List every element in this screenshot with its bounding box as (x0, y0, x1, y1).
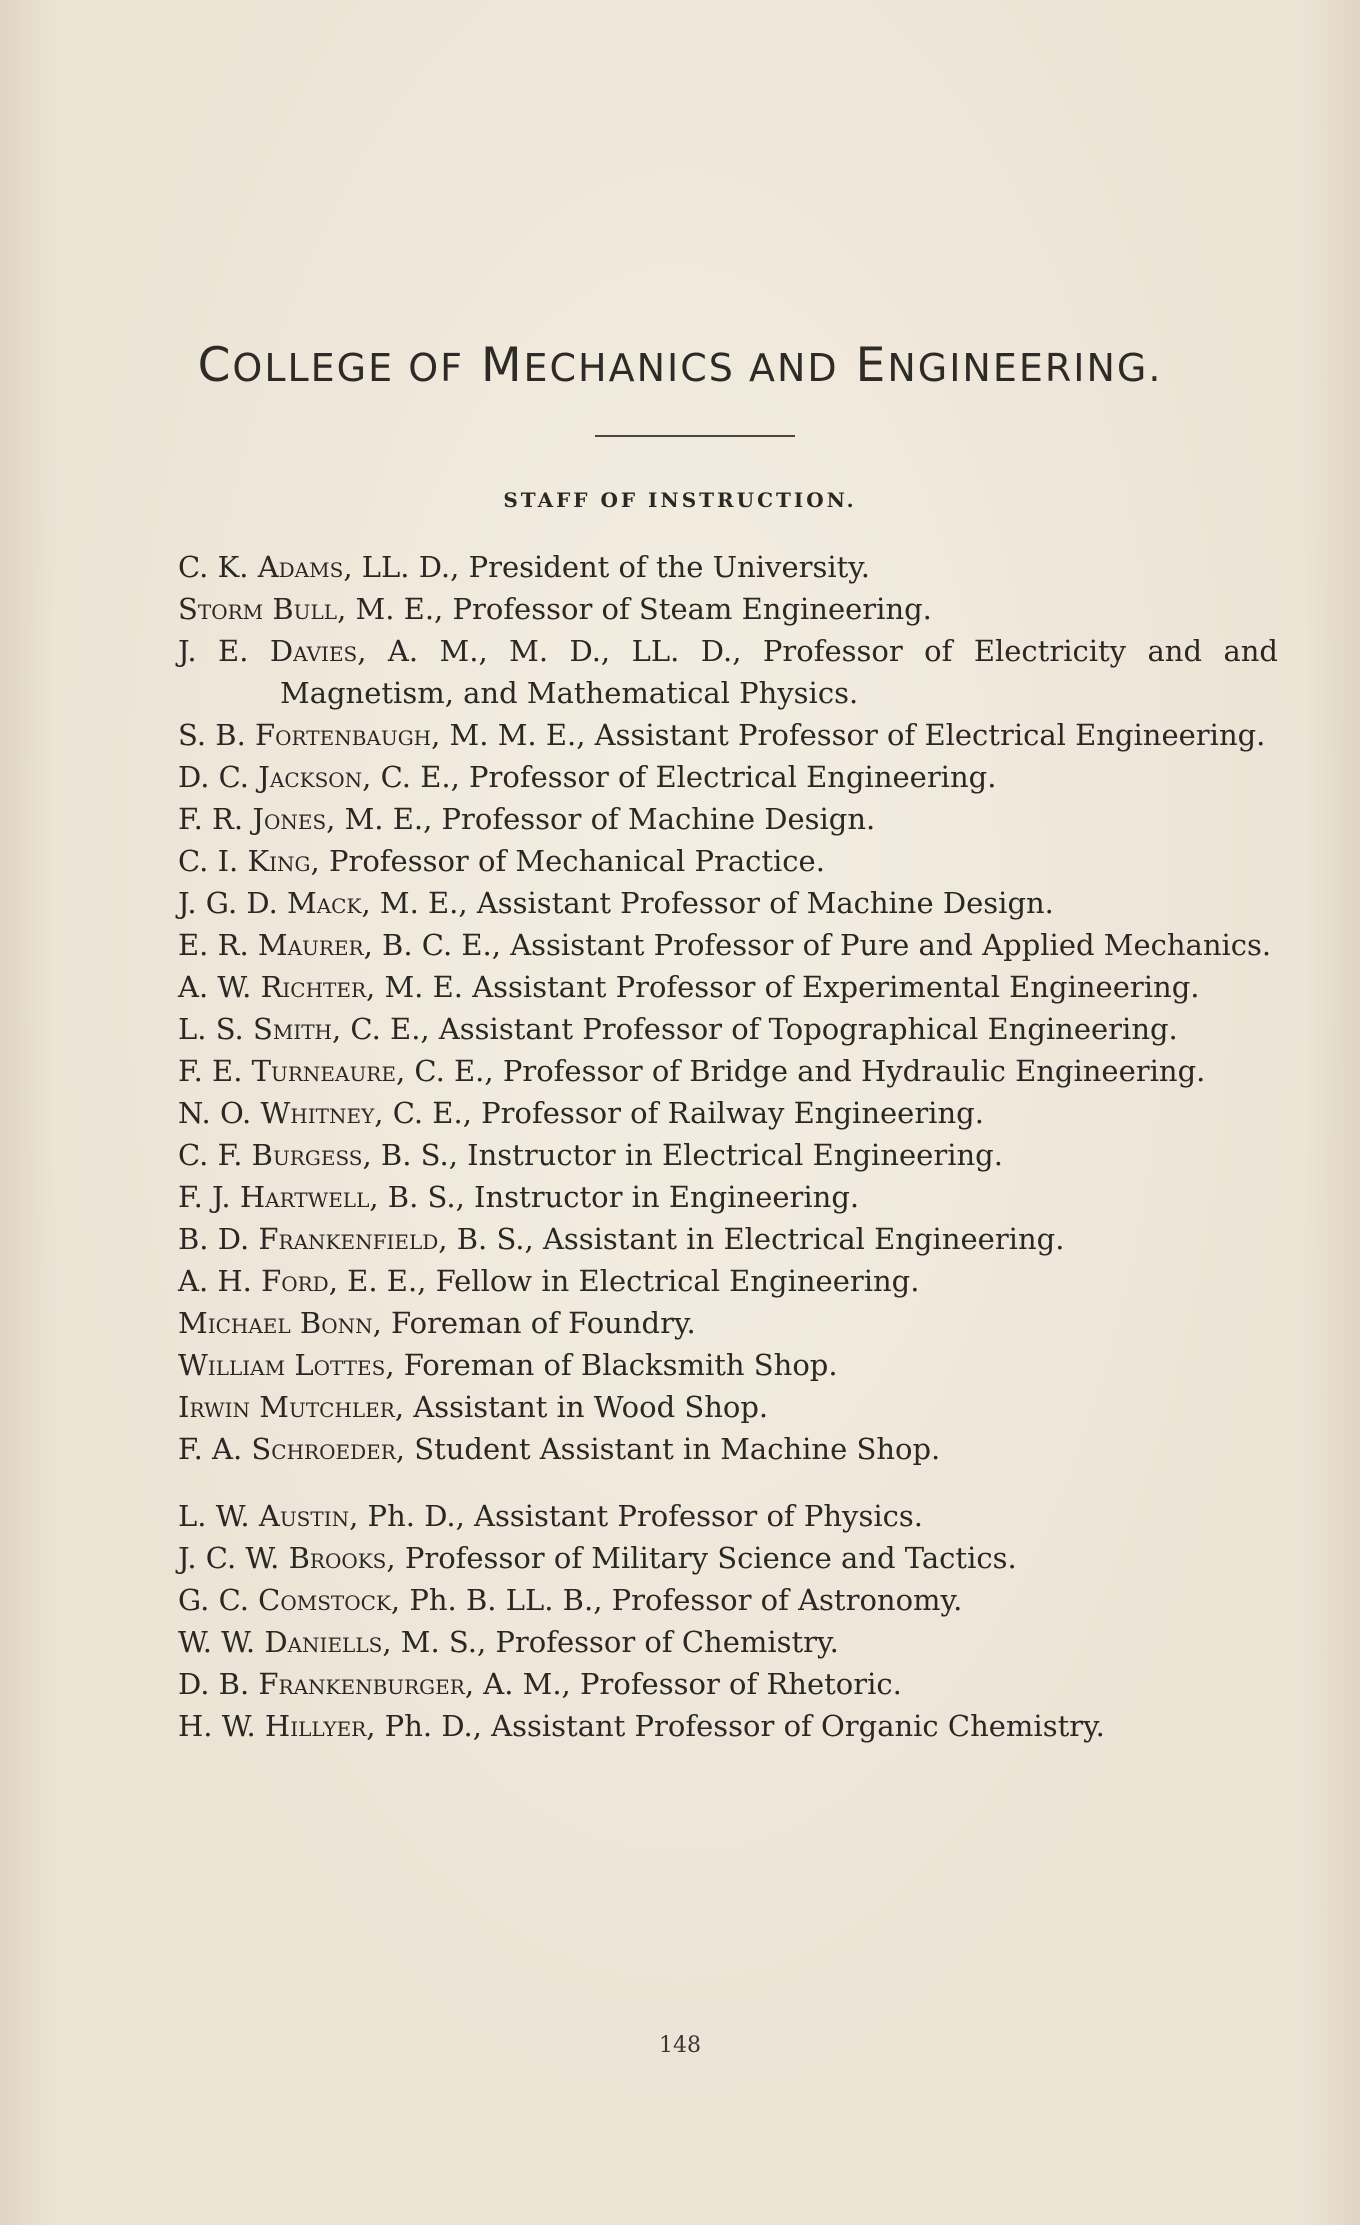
staff-entry: L. S. Smith, C. E., Assistant Professor of Topographical Engineering. (178, 1012, 1178, 1046)
staff-entry: A. H. Ford, E. E., Fellow in Electrical Engineering. (178, 1264, 920, 1298)
staff-entry: G. C. Comstock, Ph. B. LL. B., Professor of Astronomy. (178, 1583, 963, 1617)
staff-entry: F. J. Hartwell, B. S., Instructor in Engineering. (178, 1180, 860, 1214)
staff-entry: Irwin Mutchler, Assistant in Wood Shop. (178, 1390, 769, 1424)
staff-entry: H. W. Hillyer, Ph. D., Assistant Professor of Organic Chemistry. (178, 1709, 1105, 1743)
staff-entry: J. C. W. Brooks, Professor of Military Science and Tactics. (178, 1541, 1017, 1575)
staff-entry: B. D. Frankenfield, B. S., Assistant in Electrical Engineering. (178, 1222, 1065, 1256)
page-title: COLLEGE OF MECHANICS AND ENGINEERING. (197, 338, 1163, 393)
staff-entry: J. G. D. Mack, M. E., Assistant Professor of Machine Design. (178, 886, 1054, 920)
staff-entry: L. W. Austin, Ph. D., Assistant Professor of Physics. (178, 1499, 923, 1533)
staff-entry: D. C. Jackson, C. E., Professor of Electrical Engineering. (178, 760, 997, 794)
staff-list (178, 546, 1278, 1747)
staff-entry: W. W. Daniells, M. S., Professor of Chemistry. (178, 1625, 839, 1659)
staff-entry: N. O. Whitney, C. E., Professor of Railway Engineering. (178, 1096, 984, 1130)
staff-entry: A. W. Richter, M. E. Assistant Professor of Experimental Engineering. (178, 970, 1200, 1004)
staff-entry: F. R. Jones, M. E., Professor of Machine Design. (178, 802, 876, 836)
staff-entry: C. K. Adams, LL. D., President of the University. (178, 550, 871, 584)
staff-entry: S. B. Fortenbaugh, M. M. E., Assistant Professor of Electrical Engineering. (178, 718, 1266, 752)
staff-entry: William Lottes, Foreman of Blacksmith Shop. (178, 1348, 838, 1382)
staff-heading: STAFF OF INSTRUCTION. (503, 488, 857, 512)
staff-entry: J. E. Davies, A. M., M. D., LL. D., Professor of Electricity and and Magnetism, and Mathematical Physics. (178, 634, 1278, 710)
staff-entry: C. I. King, Professor of Mechanical Practice. (178, 844, 825, 878)
staff-entry: Michael Bonn, Foreman of Foundry. (178, 1306, 696, 1340)
staff-entry: C. F. Burgess, B. S., Instructor in Electrical Engineering. (178, 1138, 1003, 1172)
staff-entry: F. A. Schroeder, Student Assistant in Machine Shop. (178, 1432, 941, 1466)
page-number: 148 (659, 2033, 701, 2058)
staff-entry: D. B. Frankenburger, A. M., Professor of Rhetoric. (178, 1667, 902, 1701)
staff-entry: F. E. Turneaure, C. E., Professor of Bridge and Hydraulic Engineering. (178, 1054, 1206, 1088)
title-divider (595, 435, 795, 437)
staff-entry: E. R. Maurer, B. C. E., Assistant Professor of Pure and Applied Mechanics. (178, 928, 1272, 962)
staff-entry: Storm Bull, M. E., Professor of Steam Engineering. (178, 592, 932, 626)
